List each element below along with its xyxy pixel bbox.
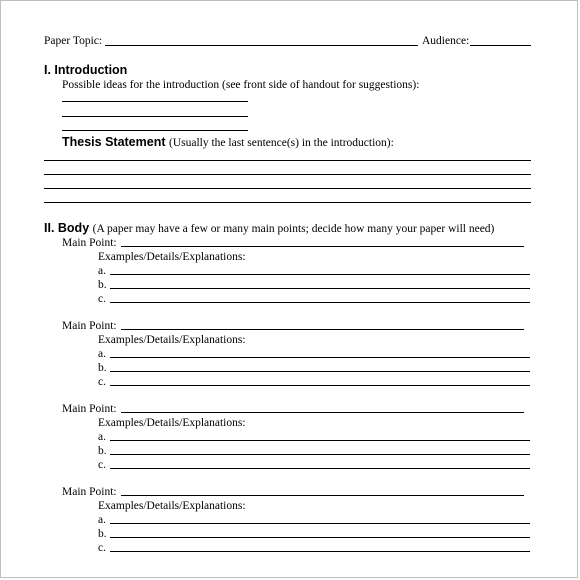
sub-label-c: c. [98, 542, 106, 554]
thesis-line[interactable] [44, 160, 531, 161]
example-line[interactable] [110, 371, 530, 372]
main-point-label: Main Point: [62, 486, 117, 498]
main-point-label: Main Point: [62, 237, 117, 249]
example-line[interactable] [110, 440, 530, 441]
thesis-heading: Thesis Statement (Usually the last sentence(s) in the introduction): [62, 135, 394, 149]
intro-idea-line[interactable] [62, 130, 248, 131]
sub-label-c: c. [98, 459, 106, 471]
main-point-label: Main Point: [62, 320, 117, 332]
example-line[interactable] [110, 468, 530, 469]
sub-label-b: b. [98, 528, 107, 540]
examples-label: Examples/Details/Explanations: [98, 251, 246, 263]
audience-line[interactable] [470, 45, 531, 46]
sub-label-c: c. [98, 376, 106, 388]
main-point-line[interactable] [121, 329, 524, 330]
example-line[interactable] [110, 537, 530, 538]
thesis-note: (Usually the last sentence(s) in the introduction): [169, 137, 394, 149]
paper-topic-line[interactable] [105, 45, 418, 46]
sub-label-a: a. [98, 431, 106, 443]
sub-label-b: b. [98, 279, 107, 291]
sub-label-a: a. [98, 265, 106, 277]
example-line[interactable] [110, 357, 530, 358]
example-line[interactable] [110, 288, 530, 289]
sub-label-a: a. [98, 514, 106, 526]
sub-label-b: b. [98, 362, 107, 374]
thesis-line[interactable] [44, 188, 531, 189]
body-heading: II. Body (A paper may have a few or many main points; decide how many your paper will need) [44, 221, 495, 235]
paper-topic-label: Paper Topic: [44, 35, 103, 47]
example-line[interactable] [110, 551, 530, 552]
examples-label: Examples/Details/Explanations: [98, 334, 246, 346]
intro-idea-line[interactable] [62, 101, 248, 102]
examples-label: Examples/Details/Explanations: [98, 500, 246, 512]
main-point-line[interactable] [121, 246, 524, 247]
intro-heading: I. Introduction [44, 63, 128, 77]
intro-ideas-text: Possible ideas for the introduction (see front side of handout for suggestions): [62, 79, 420, 91]
main-point-line[interactable] [121, 495, 524, 496]
example-line[interactable] [110, 274, 530, 275]
sub-label-a: a. [98, 348, 106, 360]
sub-label-c: c. [98, 293, 106, 305]
body-note: (A paper may have a few or many main points; decide how many your paper will need) [92, 223, 495, 235]
thesis-line[interactable] [44, 202, 531, 203]
main-point-line[interactable] [121, 412, 524, 413]
thesis-line[interactable] [44, 174, 531, 175]
examples-label: Examples/Details/Explanations: [98, 417, 246, 429]
sub-label-b: b. [98, 445, 107, 457]
example-line[interactable] [110, 523, 530, 524]
main-point-label: Main Point: [62, 403, 117, 415]
example-line[interactable] [110, 385, 530, 386]
example-line[interactable] [110, 454, 530, 455]
intro-idea-line[interactable] [62, 116, 248, 117]
example-line[interactable] [110, 302, 530, 303]
audience-label: Audience: [422, 35, 470, 47]
